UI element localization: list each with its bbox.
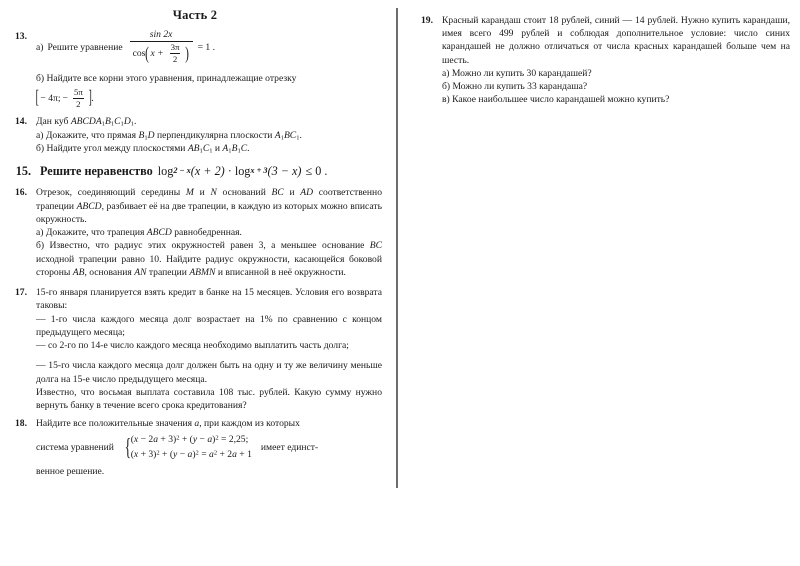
log1-arg: (x + 2) (190, 163, 225, 178)
spacer (36, 352, 382, 359)
problem-19-part-a: а) Можно ли купить 30 карандашей? (442, 67, 592, 79)
problem-19-number: 19. (421, 15, 433, 26)
problem-13a-label: а) (36, 41, 44, 53)
problem-19-body (442, 14, 790, 107)
system-tail: имеет единст- (260, 442, 319, 454)
problem-17-number: 17. (15, 287, 27, 299)
problem-14-body (36, 115, 382, 155)
problem-15-inequality (158, 163, 328, 180)
log1-base: 2 − x (173, 166, 191, 176)
problem-18-intro: Найдите все положительные значения a, при каждом из которых (36, 418, 300, 430)
problem-17-condition-1: — 1-го числа каждого месяца долг возрастает на 1% по сравнению с концом предыдущего месяца; (36, 313, 382, 338)
interval-left: − 4π; (40, 92, 61, 104)
problem-14-number: 14. (15, 116, 27, 128)
log2-label: log (234, 163, 251, 178)
inner-numerator: 3π (170, 42, 180, 53)
problem-15-number: 15. (15, 163, 31, 178)
problem-13-number: 13. (15, 31, 27, 42)
interval-right-den: 2 (73, 98, 83, 109)
problem-14-lead: Дан куб ABCDA1B1C1D1. (36, 116, 137, 128)
spacer (36, 65, 382, 72)
inner-denominator: 2 (170, 53, 180, 64)
problem-13a-equation (127, 30, 215, 65)
left-brace-icon: { (124, 434, 132, 462)
problem-19-part-c: в) Какое наибольшее число карандашей можно купить? (442, 94, 670, 106)
problem-17 (8, 286, 382, 412)
problem-16-part-a: а) Докажите, что трапеция ABCD равнобедренная. (36, 227, 242, 239)
problem-17-condition-3: — 15-го числа каждого месяца долг должен быть на одну и ту же величину меньше долга на 15-е число предыдущего месяца. (36, 360, 382, 385)
log1-label: log (157, 163, 174, 178)
problem-18-body (36, 417, 382, 478)
problem-19 (414, 14, 790, 107)
fraction-denominator (130, 41, 193, 65)
log2-arg: (3 − x) (267, 163, 302, 178)
interval-tail: . (91, 92, 94, 104)
interval-expression (36, 88, 94, 110)
left-column (0, 0, 396, 483)
problem-19-paragraph: Красный карандаш стоит 18 рублей, синий — 14 рублей. Нужно купить карандаши, имея всего 499 рублей и соблюдая дополнительное условие: число синих карандашей не должно отличаться от числа красных карандашей больше чем на шесть. (442, 15, 790, 66)
problem-19-part-b: б) Можно ли купить 33 карандаша? (442, 81, 588, 93)
left-bracket-icon: [ (35, 87, 39, 109)
problem-15 (8, 163, 382, 180)
system-equation-2: $(x + 3)^2 + (y - a)^2 = a^2 + 2a + 1$ (130, 448, 252, 460)
problem-17-body (36, 286, 382, 412)
problem-14-part-a: а) Докажите, что прямая B1D перпендикулярна плоскости A1BC1. (36, 129, 302, 142)
column-divider (396, 8, 398, 488)
problem-13a (36, 30, 215, 65)
log2-base: x + 3 (250, 166, 268, 176)
interval-right-fraction (71, 88, 86, 110)
interval-right-num: 5π (73, 86, 83, 97)
right-bracket-icon: ] (88, 87, 92, 109)
equation-fraction (130, 30, 193, 65)
problem-16-number: 16. (15, 187, 27, 199)
problem-17-condition-2: — со 2-го по 14-е число каждого месяца необходимо выплатить часть долга; (36, 340, 349, 352)
problem-18-tail-2: венное решение. (36, 466, 105, 478)
inequality-relation: ≤ 0 . (305, 163, 328, 178)
denominator-inner-fraction (168, 43, 183, 65)
problem-16-part-b: б) Известно, что радиус этих окружностей равен 3, а меньшее основание BC исходной трапеции равно 10. Найдите радиус окружности, касающейся боковой стороны AB, основания AN трапеции ABMN и вписанной в неё окружности. (36, 240, 382, 278)
problem-13b (36, 72, 382, 85)
problem-18-system-row (36, 433, 382, 462)
system-equations (131, 433, 252, 462)
problem-18-number: 18. (15, 418, 27, 430)
problem-13a-text: Решите уравнение (47, 41, 123, 53)
problem-13 (8, 30, 382, 109)
left-paren-icon: ( (145, 43, 150, 64)
problem-13-body (36, 30, 382, 109)
problem-14-part-b: б) Найдите угол между плоскостями AB1C1 и A1B1C. (36, 143, 250, 155)
fraction-numerator: sin 2x (149, 29, 173, 40)
problem-18 (8, 417, 382, 478)
equation-rhs: = 1 . (197, 41, 215, 53)
problem-16 (8, 186, 382, 279)
interval-right-sign: − (62, 92, 68, 104)
problem-17-question: Известно, что восьмая выплата составила 108 тыс. рублей. Какую сумму нужно вернуть банку в течение всего срока кредитования? (36, 386, 382, 411)
denominator-arg: x + (150, 47, 164, 59)
problem-13b-text: Найдите все корни этого уравнения, принадлежащие отрезку (46, 72, 297, 84)
problem-16-body (36, 186, 382, 279)
right-column (400, 0, 800, 112)
problem-13b-label: б) (36, 72, 45, 84)
multiplication-dot: · (227, 163, 232, 178)
problem-14 (8, 115, 382, 155)
problem-16-paragraph: Отрезок, соединяющий середины M и N оснований BC и AD соответственно трапеции ABCD, разбивает её на две трапеции, в каждую из которых можно вписать окружность. (36, 187, 382, 225)
right-paren-icon: ) (185, 43, 190, 64)
system-label: система уравнений (36, 442, 114, 454)
problem-17-intro: 15-го января планируется взять кредит в банке на 15 месяцев. Условия его возврата таковы: (36, 287, 382, 312)
part-title: Часть 2 (172, 8, 218, 22)
problem-13b-interval (36, 88, 382, 110)
problem-15-body (40, 163, 382, 180)
cos-label: cos (132, 47, 146, 59)
system-equation-1: $(x - 2a + 3)^2 + (y - a)^2 = 2,25$; (130, 434, 249, 446)
problem-15-lead: Решите неравенство (40, 163, 153, 178)
